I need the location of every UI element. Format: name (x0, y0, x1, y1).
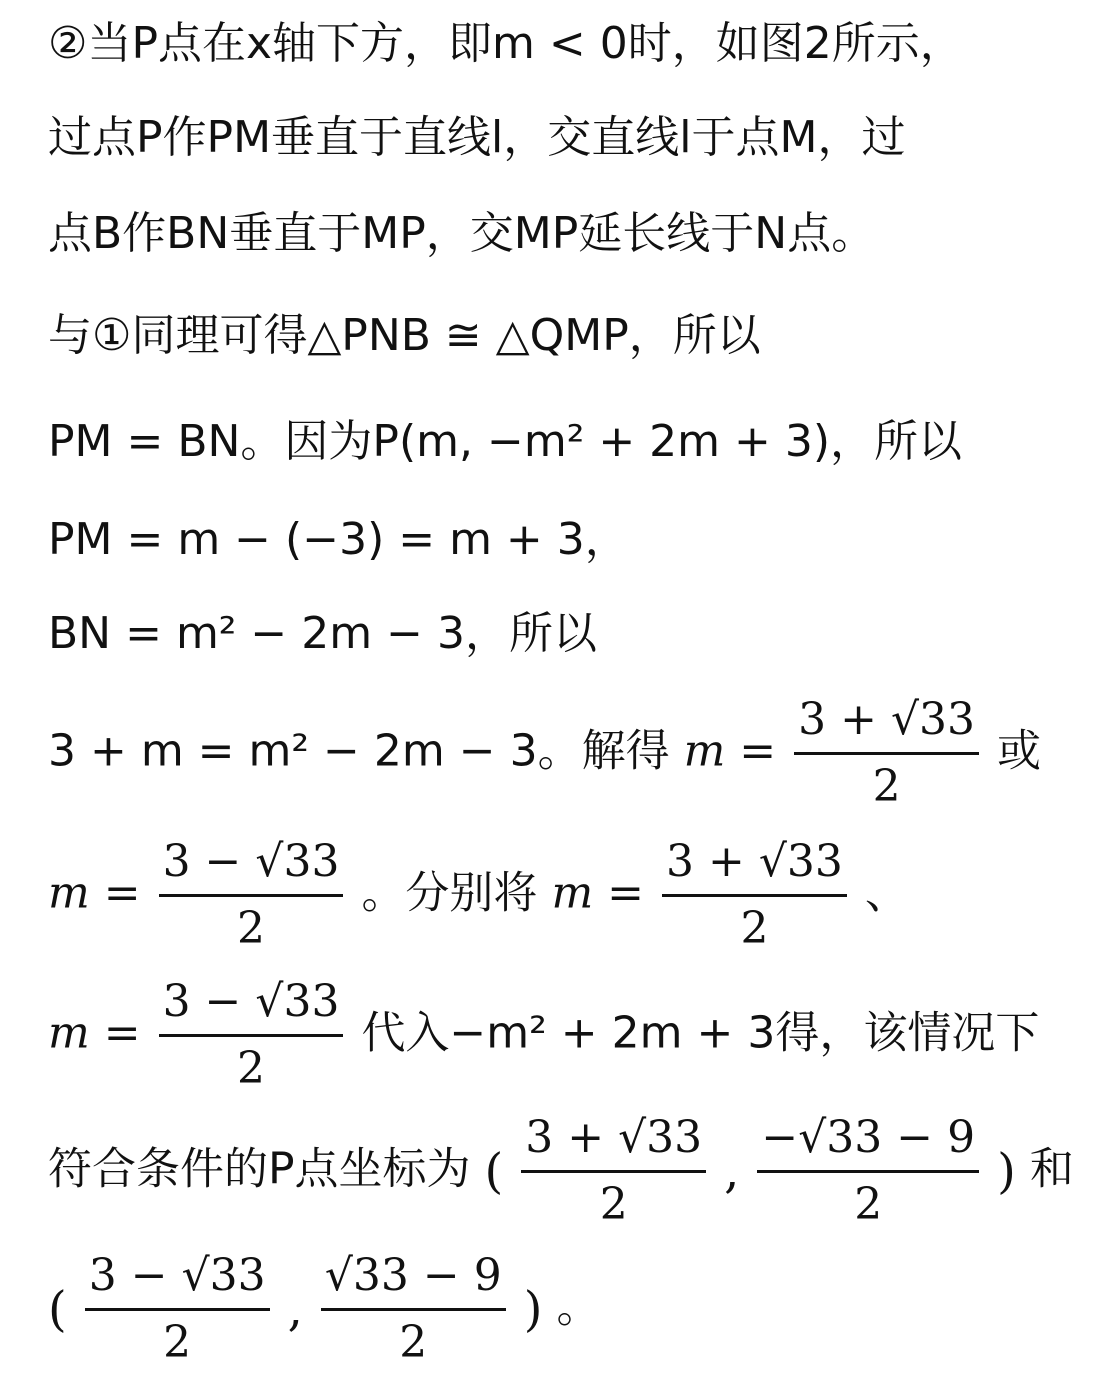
fraction-denominator: 2 (740, 903, 769, 954)
equation-tail: 、 (864, 867, 909, 919)
fraction-denominator: 2 (163, 1317, 192, 1368)
comma: , (724, 1143, 740, 1200)
equation-line-10 (48, 972, 1080, 1099)
fraction-numerator: 3 + √33 (662, 832, 847, 897)
text-line-7: BN = m² − 2m − 3，所以 (48, 608, 597, 659)
close-paren: ) (523, 1281, 543, 1338)
fraction (521, 1108, 706, 1235)
text-line-6: PM = m − (−3) = m + 3， (48, 514, 629, 565)
text-line-4: 与①同理可得△PNB ≅ △QMP，所以 (48, 310, 761, 361)
comma: , (287, 1281, 303, 1338)
equation-tail: 。 (556, 1281, 601, 1333)
fraction (159, 972, 344, 1099)
fraction (757, 1108, 979, 1235)
fraction (321, 1246, 506, 1373)
m-equals: m = (48, 867, 141, 919)
m-equals: m = (48, 1007, 141, 1059)
equation-line-8 (48, 690, 1080, 817)
equation-tail: 或 (997, 725, 1042, 777)
fraction-denominator: 2 (399, 1317, 428, 1368)
fraction-numerator: 3 + √33 (794, 690, 979, 755)
fraction (662, 832, 847, 959)
equation-tail: 和 (1029, 1143, 1074, 1195)
equation-text: 3 + m = m² − 2m − 3。解得 (48, 725, 670, 777)
fraction-numerator: 3 − √33 (85, 1246, 270, 1311)
equation-line-12 (48, 1246, 1080, 1373)
fraction-denominator: 2 (237, 1043, 265, 1094)
open-paren: ( (48, 1281, 67, 1338)
fraction-numerator: 3 + √33 (521, 1108, 706, 1173)
equation-text: 符合条件的P点坐标为 (48, 1143, 471, 1195)
fraction (794, 690, 979, 817)
fraction-numerator: 3 − √33 (159, 832, 344, 897)
equation-text: 。分别将 (361, 867, 538, 919)
fraction-numerator: 3 − √33 (159, 972, 344, 1037)
text-line-3: 点B作BN垂直于MP，交MP延长线于N点。 (48, 208, 876, 259)
close-paren: ) (997, 1143, 1016, 1200)
m-equals: m = (551, 867, 645, 919)
text-line-1: ②当P点在x轴下方，即m < 0时，如图2所示， (48, 18, 964, 69)
text-line-2: 过点P作PM垂直于直线l，交直线l于点M，过 (48, 112, 906, 163)
fraction-denominator: 2 (854, 1179, 883, 1230)
open-paren: ( (484, 1143, 504, 1200)
fraction-numerator: −√33 − 9 (757, 1108, 979, 1173)
m-equals: m = (683, 725, 777, 777)
fraction-denominator: 2 (599, 1179, 628, 1230)
fraction-denominator: 2 (237, 903, 265, 954)
equation-tail: 代入−m² + 2m + 3得，该情况下 (361, 1007, 1040, 1059)
equation-line-11 (48, 1108, 1080, 1235)
text-line-5: PM = BN。因为P(m, −m² + 2m + 3)，所以 (48, 416, 963, 467)
fraction (85, 1246, 270, 1373)
fraction-denominator: 2 (872, 761, 901, 812)
fraction (159, 832, 344, 959)
equation-line-9 (48, 832, 1080, 959)
fraction-numerator: √33 − 9 (321, 1246, 506, 1311)
